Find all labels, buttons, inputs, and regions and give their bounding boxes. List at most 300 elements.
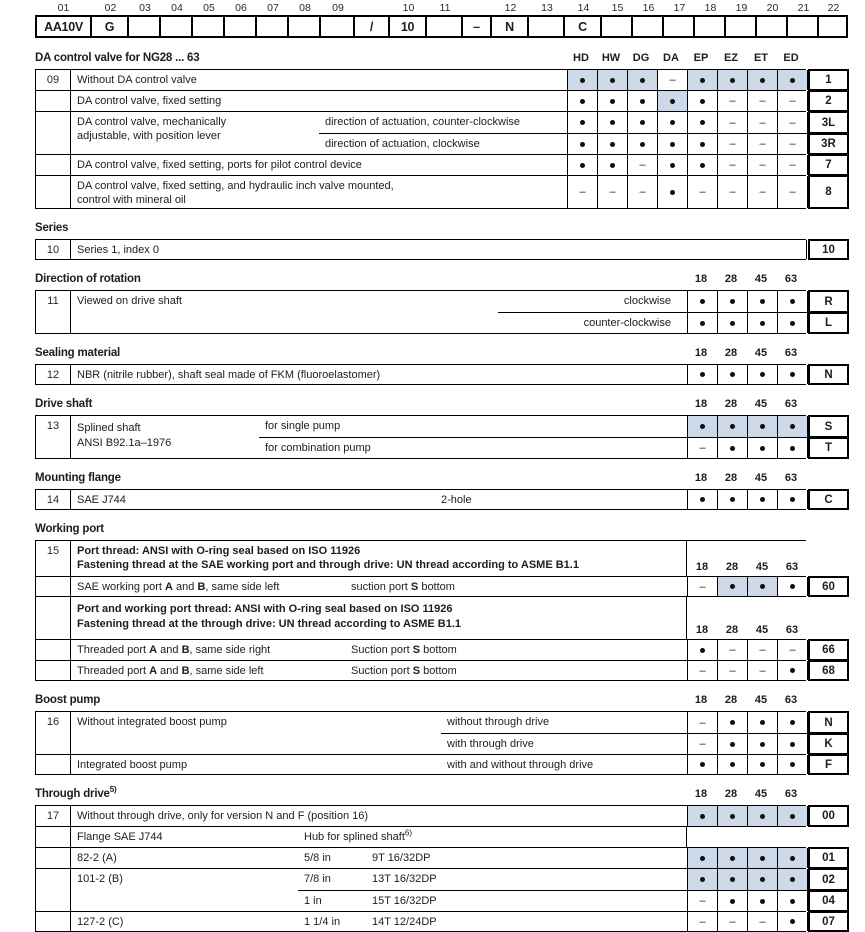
- position-number: [36, 827, 71, 847]
- table-row: [319, 133, 836, 154]
- type-code-box: 8: [808, 175, 849, 209]
- code-column-11: [427, 2, 463, 38]
- availability-dot-cell: [717, 806, 747, 826]
- dot-icon: [760, 877, 765, 882]
- code-box: [529, 15, 565, 38]
- code-box: –: [463, 15, 492, 38]
- availability-dash-cell: [717, 661, 747, 680]
- code-column-label: 09: [332, 2, 344, 14]
- dot-icon: [760, 299, 765, 304]
- table-row: [35, 175, 832, 209]
- availability-dot-cell: [687, 291, 717, 312]
- availability-dot-cell: [627, 112, 657, 133]
- availability-dot-cell: [777, 912, 807, 931]
- position-number: [36, 176, 71, 208]
- column-headers: [687, 561, 807, 573]
- dot-icon: [790, 78, 795, 83]
- group-header: [71, 541, 687, 576]
- option-sublabel: without through drive: [447, 716, 550, 728]
- type-code-box: T: [808, 437, 849, 459]
- code-box: [161, 15, 193, 38]
- spline-label: 9T 16/32DP: [372, 852, 431, 864]
- availability-dash-cell: [717, 640, 747, 660]
- table-row: [35, 754, 833, 775]
- bold-text: A: [149, 665, 158, 677]
- type-code-box: 02: [808, 868, 849, 891]
- position-number: [36, 869, 71, 911]
- type-code-box: N: [808, 364, 849, 385]
- column-header: 28: [724, 398, 738, 410]
- availability-matrix: [687, 291, 808, 312]
- sealing-section-header: [35, 347, 848, 361]
- table-row: [259, 416, 833, 437]
- dot-icon: [670, 120, 675, 125]
- section-title: Sealing material: [35, 347, 121, 359]
- dot-icon: [730, 720, 735, 725]
- dot-icon: [790, 742, 795, 747]
- dot-icon: [730, 446, 735, 451]
- dash-icon: –: [729, 138, 736, 150]
- position-number: [36, 91, 71, 111]
- boost-pump-table: [35, 711, 848, 775]
- option-label: Viewed on drive shaft: [77, 295, 182, 307]
- availability-dot-cell: [747, 712, 777, 733]
- availability-dot-cell: [657, 91, 687, 111]
- model-code-bar: [35, 2, 848, 38]
- dot-icon: [790, 814, 795, 819]
- availability-dot-cell: [567, 155, 597, 175]
- column-header: 45: [755, 624, 769, 636]
- availability-dot-cell: [717, 291, 747, 312]
- column-header: DA: [663, 52, 679, 64]
- dot-icon: [700, 424, 705, 429]
- option-sublabel: with through drive: [447, 738, 534, 750]
- availability-dot-cell: [567, 70, 597, 90]
- code-column-label: [355, 2, 390, 15]
- column-header: 63: [785, 624, 799, 636]
- section-title: Working port: [35, 523, 104, 535]
- column-header: 63: [784, 273, 798, 285]
- bold-text: S: [410, 581, 419, 593]
- availability-dash-cell: [717, 112, 747, 133]
- code-column-07: [257, 2, 289, 38]
- bold-text: B: [197, 581, 206, 593]
- code-box: [819, 15, 848, 38]
- availability-dot-cell: [747, 755, 777, 774]
- position-number: 17: [36, 806, 71, 826]
- dot-icon: [700, 372, 705, 377]
- text: Threaded port: [77, 665, 150, 677]
- code-column-20: [757, 2, 788, 38]
- column-header: 45: [754, 347, 768, 359]
- dash-icon: –: [699, 895, 706, 907]
- position-number: [36, 661, 71, 680]
- type-code-box: 60: [808, 576, 849, 597]
- code-column-10: [390, 2, 427, 38]
- column-header: 45: [754, 788, 768, 800]
- availability-dot-cell: [687, 155, 717, 175]
- column-header: 18: [694, 398, 708, 410]
- availability-dot-cell: [747, 891, 777, 911]
- availability-dot-cell: [567, 112, 597, 133]
- type-code-box: 7: [808, 154, 849, 176]
- availability-dot-cell: [777, 291, 807, 312]
- type-code-box: K: [808, 733, 849, 755]
- dot-icon: [760, 762, 765, 767]
- bold-text: S: [412, 665, 421, 677]
- availability-dot-cell: [777, 438, 807, 458]
- availability-dot-cell: [777, 490, 807, 509]
- dot-icon: [610, 99, 615, 104]
- type-code-box: 01: [808, 847, 849, 869]
- availability-dash-cell: [687, 734, 717, 754]
- availability-dash-cell: [717, 91, 747, 111]
- dot-icon: [670, 190, 675, 195]
- group-header-line: Port thread: ANSI with O-ring seal based on ISO 11926: [77, 544, 361, 557]
- text: Suction port: [351, 644, 413, 656]
- code-column-label: 11: [439, 2, 451, 14]
- dash-icon: –: [729, 664, 736, 677]
- availability-dot-cell: [777, 661, 807, 680]
- availability-dash-cell: [747, 91, 777, 111]
- availability-dash-cell: [687, 577, 717, 596]
- code-column-label: 14: [577, 2, 590, 14]
- text: , same side right: [189, 644, 271, 656]
- dash-icon: –: [759, 664, 766, 677]
- section-title: Drive shaft: [35, 398, 93, 410]
- option-label-line: DA control valve, fixed setting, and hydraulic inch valve mounted,: [77, 179, 394, 192]
- availability-dot-cell: [747, 490, 777, 509]
- dash-icon: –: [759, 138, 766, 150]
- position-number: 16: [36, 712, 71, 754]
- availability-dash-cell: [747, 155, 777, 175]
- sealing-table: [35, 364, 848, 385]
- availability-dot-cell: [687, 869, 717, 890]
- code-box: [788, 15, 819, 38]
- availability-dot-cell: [597, 112, 627, 133]
- position-number: 12: [36, 365, 71, 384]
- dot-icon: [730, 497, 735, 502]
- dot-icon: [730, 372, 735, 377]
- availability-dash-cell: [687, 891, 717, 911]
- option-label: NBR (nitrile rubber), shaft seal made of FKM (fluoroelastomer): [77, 369, 381, 381]
- availability-matrix: [687, 734, 808, 754]
- dot-icon: [700, 99, 705, 104]
- code-box: [664, 15, 695, 38]
- flange-label: 82-2 (A): [77, 852, 117, 864]
- availability-dash-cell: [747, 134, 777, 154]
- availability-dot-cell: [687, 848, 717, 868]
- type-code-box: 10: [808, 239, 849, 260]
- position-number: 13: [36, 416, 71, 458]
- code-column-06: [225, 2, 257, 38]
- availability-dot-cell: [657, 155, 687, 175]
- option-label: [71, 577, 687, 596]
- dot-icon: [730, 78, 735, 83]
- dot-icon: [700, 163, 705, 168]
- dot-icon: [610, 78, 615, 83]
- type-code-box: 66: [808, 639, 849, 661]
- availability-dot-cell: [777, 577, 807, 596]
- dot-icon: [730, 877, 735, 882]
- code-column-21: [788, 2, 819, 38]
- dot-icon: [700, 856, 705, 861]
- hub-size-label: 5/8 in: [304, 852, 331, 864]
- column-header: 28: [724, 347, 738, 359]
- availability-dash-cell: [747, 640, 777, 660]
- dash-icon: –: [789, 95, 796, 107]
- availability-dot-cell: [747, 869, 777, 890]
- dash-icon: –: [699, 716, 706, 729]
- text: suction port: [351, 581, 411, 593]
- mounting-flange-section-header: [35, 472, 848, 486]
- text: , same side left: [189, 665, 264, 677]
- table-header-row: [35, 826, 806, 847]
- code-column-label: [463, 2, 492, 15]
- availability-dot-cell: [657, 134, 687, 154]
- text: SAE working port: [77, 581, 166, 593]
- code-box: [225, 15, 257, 38]
- code-column-label: 06: [235, 2, 247, 14]
- group-header-line: Fastening thread at the SAE working port and through drive: UN thread according to ASME B1.1: [77, 559, 579, 571]
- column-header: 45: [755, 561, 769, 573]
- table-row: [441, 733, 833, 754]
- availability-dash-cell: [687, 712, 717, 733]
- dot-icon: [760, 446, 765, 451]
- dash-icon: –: [759, 915, 766, 928]
- availability-matrix: [687, 365, 808, 384]
- availability-dot-cell: [717, 755, 747, 774]
- option-label: [71, 490, 687, 509]
- table-row: [298, 890, 835, 911]
- dot-icon: [790, 899, 795, 904]
- dot-icon: [760, 814, 765, 819]
- availability-dash-cell: [627, 176, 657, 208]
- option-label-line: DA control valve, mechanically: [77, 115, 227, 128]
- sub-rows: [441, 712, 833, 754]
- working-port-section-header: [35, 523, 848, 537]
- position-number: [36, 155, 71, 175]
- column-header: 18: [694, 273, 708, 285]
- dot-icon: [790, 762, 795, 767]
- dash-icon: –: [729, 644, 736, 656]
- code-column-label: 19: [735, 2, 748, 14]
- option-label: DA control valve, fixed setting, ports for pilot control device: [77, 159, 362, 171]
- availability-dot-cell: [747, 365, 777, 384]
- group-header: [71, 597, 687, 639]
- table-row: [35, 90, 832, 111]
- availability-dot-cell: [747, 291, 777, 312]
- column-headers: [686, 694, 806, 706]
- availability-matrix: [687, 869, 808, 890]
- section-title-text: Through drive: [35, 788, 110, 800]
- section-title: Boost pump: [35, 694, 101, 706]
- availability-dash-cell: [717, 176, 747, 208]
- dot-icon: [700, 321, 705, 326]
- working-port-table: [35, 540, 848, 681]
- dash-icon: –: [789, 644, 796, 656]
- dot-icon: [790, 720, 795, 725]
- availability-dot-cell: [687, 806, 717, 826]
- column-header: ED: [783, 52, 799, 64]
- availability-dash-cell: [687, 176, 717, 208]
- dot-icon: [730, 856, 735, 861]
- type-code-box: 68: [808, 660, 849, 681]
- option-label-line: Splined shaft: [77, 422, 141, 434]
- availability-dot-cell: [747, 806, 777, 826]
- table-row: [498, 312, 833, 333]
- code-box: N: [492, 15, 529, 38]
- availability-dot-cell: [777, 755, 807, 774]
- dot-icon: [790, 372, 795, 377]
- dot-icon: [790, 856, 795, 861]
- dot-icon: [760, 321, 765, 326]
- dash-icon: –: [729, 95, 736, 107]
- option-sublabel: for combination pump: [265, 442, 371, 454]
- code-column-12: [492, 2, 529, 38]
- dot-icon: [700, 877, 705, 882]
- dot-icon: [670, 142, 675, 147]
- option-label: Without through drive, only for version N and F (position 16): [77, 810, 369, 822]
- dot-icon: [640, 78, 645, 83]
- option-label: [71, 176, 567, 208]
- table-row: [35, 911, 835, 932]
- column-header: 45: [754, 472, 768, 484]
- availability-dot-cell: [717, 848, 747, 868]
- code-column-label: 18: [704, 2, 717, 14]
- footnote-ref: 6): [404, 828, 413, 838]
- column-headers: [686, 788, 806, 800]
- sub-rows: [498, 291, 833, 333]
- code-column-02: [92, 2, 129, 38]
- code-column-label: 07: [267, 2, 279, 14]
- position-number: [36, 640, 71, 660]
- availability-dot-cell: [717, 438, 747, 458]
- bold-text: S: [412, 644, 421, 656]
- dot-icon: [610, 142, 615, 147]
- code-column-label: 04: [171, 2, 183, 14]
- dot-icon: [640, 99, 645, 104]
- dot-icon: [700, 299, 705, 304]
- availability-dash-cell: [777, 134, 807, 154]
- column-header: HW: [601, 52, 621, 64]
- type-code-box: 04: [808, 890, 849, 912]
- availability-dot-cell: [687, 134, 717, 154]
- table-row: [259, 437, 833, 458]
- hub-size-label: 1 in: [304, 895, 322, 907]
- table-row: [35, 805, 835, 826]
- availability-dot-cell: [657, 176, 687, 208]
- code-column-label: 10: [402, 2, 415, 14]
- availability-matrix: [687, 806, 808, 826]
- text: Suction port: [351, 665, 413, 677]
- availability-dash-cell: [717, 912, 747, 931]
- dash-icon: –: [699, 738, 706, 750]
- dot-icon: [730, 584, 735, 589]
- dot-icon: [700, 142, 705, 147]
- table-row-group: [35, 290, 833, 334]
- availability-dot-cell: [597, 91, 627, 111]
- drive-shaft-table: [35, 415, 848, 459]
- option-sublabel: [351, 665, 457, 677]
- dot-icon: [760, 424, 765, 429]
- column-header: EZ: [723, 52, 739, 64]
- availability-dot-cell: [687, 640, 717, 660]
- column-header: DG: [632, 52, 650, 64]
- code-column-05: [193, 2, 225, 38]
- availability-matrix: [687, 912, 808, 931]
- column-header: 63: [784, 398, 798, 410]
- code-column-label: 20: [766, 2, 779, 14]
- dot-icon: [730, 742, 735, 747]
- availability-matrix: [687, 755, 808, 774]
- rotation-table: [35, 290, 848, 334]
- flange-header: Flange SAE J744: [77, 831, 163, 843]
- availability-dot-cell: [747, 848, 777, 868]
- availability-dot-cell: [687, 365, 717, 384]
- text: bottom: [420, 665, 457, 677]
- column-headers: [686, 472, 806, 484]
- column-header: EP: [693, 52, 709, 64]
- option-sublabel: counter-clockwise: [583, 317, 671, 329]
- code-box: [695, 15, 726, 38]
- flange-label: 127-2 (C): [77, 916, 124, 928]
- column-header: 28: [724, 472, 738, 484]
- option-label: DA control valve, fixed setting: [77, 95, 222, 107]
- type-code-box: 1: [808, 69, 849, 91]
- dot-icon: [730, 299, 735, 304]
- text: Threaded port: [77, 644, 150, 656]
- column-header: 28: [724, 788, 738, 800]
- availability-dot-cell: [657, 112, 687, 133]
- group-header-line: Port and working port thread: ANSI with O-ring seal based on ISO 11926: [77, 603, 453, 615]
- availability-dot-cell: [597, 134, 627, 154]
- position-number: [36, 112, 71, 154]
- column-header: 63: [784, 472, 798, 484]
- column-headers: [686, 273, 806, 285]
- table-row: [35, 364, 833, 385]
- position-number: 15: [36, 541, 71, 576]
- code-box: [726, 15, 757, 38]
- availability-dash-cell: [747, 112, 777, 133]
- dot-icon: [790, 877, 795, 882]
- table-row: [35, 239, 835, 260]
- code-column-label: 13: [541, 2, 553, 14]
- position-number: [36, 848, 71, 868]
- availability-matrix: [687, 640, 808, 660]
- availability-matrix: [687, 848, 808, 868]
- table-header-row: [35, 597, 806, 639]
- dot-icon: [730, 762, 735, 767]
- column-header: ET: [753, 52, 769, 64]
- availability-dash-cell: [777, 112, 807, 133]
- sub-rows: [319, 112, 836, 154]
- code-column-19: [726, 2, 757, 38]
- dash-icon: –: [609, 186, 616, 198]
- dot-icon: [760, 742, 765, 747]
- dot-icon: [730, 424, 735, 429]
- option-label: Without integrated boost pump: [77, 716, 227, 728]
- column-header: 18: [695, 624, 709, 636]
- availability-matrix: [687, 577, 808, 596]
- column-header: 28: [724, 273, 738, 285]
- dash-icon: –: [789, 159, 796, 171]
- dot-icon: [580, 99, 585, 104]
- table-row-group: [35, 415, 833, 459]
- spline-label: 14T 12/24DP: [372, 916, 437, 928]
- rotation-section-header: [35, 273, 848, 287]
- availability-dot-cell: [777, 712, 807, 733]
